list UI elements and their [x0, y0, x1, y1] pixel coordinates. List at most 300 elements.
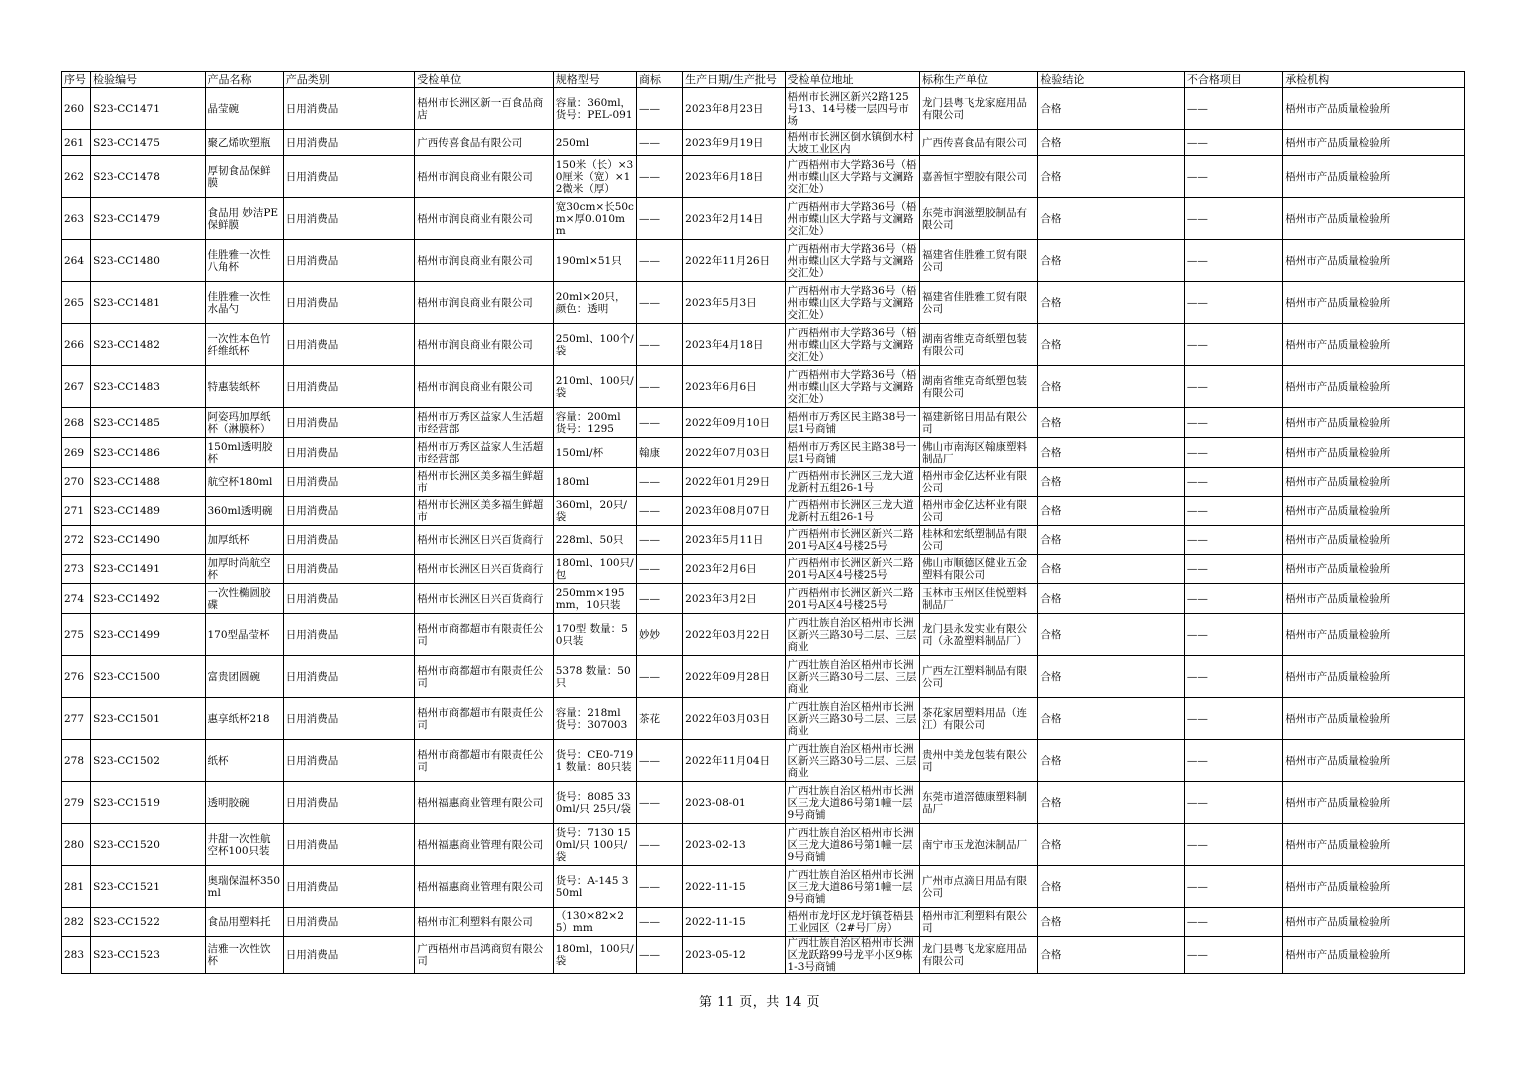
cell-seq: 262 [62, 156, 91, 198]
cell-inspected-unit-address: 广西梧州市大学路36号（梧州市蝶山区大学路与文澜路交汇处） [785, 240, 919, 282]
cell-inspection-agency: 梧州市产品质量检验所 [1283, 156, 1465, 198]
cell-inspection-conclusion: 合格 [1038, 324, 1185, 366]
cell-product-category: 日用消费品 [283, 438, 414, 468]
cell-spec-model: 180ml [553, 468, 636, 497]
cell-product-category: 日用消费品 [283, 782, 414, 824]
table-row [62, 908, 1465, 937]
cell-inspection-no: S23-CC1488 [91, 468, 205, 497]
cell-seq: 274 [62, 584, 91, 614]
cell-inspection-conclusion: 合格 [1038, 555, 1185, 584]
cell-inspected-unit: 梧州市长洲区新一百食品商店 [415, 88, 553, 130]
table-row [62, 824, 1465, 866]
cell-product-category: 日用消费品 [283, 908, 414, 937]
cell-inspection-no: S23-CC1479 [91, 198, 205, 240]
cell-trademark: —— [636, 408, 682, 438]
cell-nonconforming-items: —— [1184, 130, 1282, 156]
cell-production-date: 2023年08月07日 [683, 497, 785, 526]
cell-seq: 278 [62, 740, 91, 782]
cell-nonconforming-items: —— [1184, 497, 1282, 526]
cell-inspection-no: S23-CC1485 [91, 408, 205, 438]
cell-trademark: —— [636, 468, 682, 497]
cell-inspection-agency: 梧州市产品质量检验所 [1283, 408, 1465, 438]
cell-product-category: 日用消费品 [283, 866, 414, 908]
header-nominal-manufacturer: 标称生产单位 [919, 72, 1037, 88]
cell-inspection-agency: 梧州市产品质量检验所 [1283, 698, 1465, 740]
table-row [62, 526, 1465, 555]
cell-product-category: 日用消费品 [283, 324, 414, 366]
cell-inspection-no: S23-CC1475 [91, 130, 205, 156]
cell-product-category: 日用消费品 [283, 526, 414, 555]
cell-inspection-agency: 梧州市产品质量检验所 [1283, 130, 1465, 156]
cell-nominal-manufacturer: 广州市点滴日用品有限公司 [919, 866, 1037, 908]
cell-production-date: 2022年09月28日 [683, 656, 785, 698]
cell-inspection-agency: 梧州市产品质量检验所 [1283, 740, 1465, 782]
cell-nonconforming-items: —— [1184, 555, 1282, 584]
cell-nominal-manufacturer: 佛山市南海区翰康塑料制品厂 [919, 438, 1037, 468]
cell-inspection-conclusion: 合格 [1038, 88, 1185, 130]
cell-inspected-unit: 梧州市润良商业有限公司 [415, 366, 553, 408]
cell-seq: 281 [62, 866, 91, 908]
cell-production-date: 2023年4月18日 [683, 324, 785, 366]
cell-trademark: —— [636, 740, 682, 782]
cell-product-name: 惠享纸杯218 [205, 698, 283, 740]
cell-product-category: 日用消费品 [283, 497, 414, 526]
cell-inspection-conclusion: 合格 [1038, 156, 1185, 198]
table-row [62, 240, 1465, 282]
cell-seq: 280 [62, 824, 91, 866]
header-inspection-conclusion: 检验结论 [1038, 72, 1185, 88]
cell-inspected-unit-address: 广西梧州市大学路36号（梧州市蝶山区大学路与文澜路交汇处） [785, 366, 919, 408]
cell-production-date: 2023-05-12 [683, 937, 785, 974]
cell-nominal-manufacturer: 东莞市道滘德康塑料制品厂 [919, 782, 1037, 824]
cell-seq: 261 [62, 130, 91, 156]
cell-nonconforming-items: —— [1184, 324, 1282, 366]
cell-inspection-conclusion: 合格 [1038, 282, 1185, 324]
cell-product-name: 加厚时尚航空杯 [205, 555, 283, 584]
cell-inspected-unit: 梧州市商都超市有限责任公司 [415, 740, 553, 782]
cell-spec-model: （130×82×25）mm [553, 908, 636, 937]
table-row [62, 497, 1465, 526]
cell-inspection-agency: 梧州市产品质量检验所 [1283, 438, 1465, 468]
cell-trademark: —— [636, 866, 682, 908]
cell-spec-model: 150ml/杯 [553, 438, 636, 468]
cell-seq: 266 [62, 324, 91, 366]
cell-inspection-conclusion: 合格 [1038, 614, 1185, 656]
cell-spec-model: 250ml [553, 130, 636, 156]
header-product-name: 产品名称 [205, 72, 283, 88]
header-inspected-unit-address: 受检单位地址 [785, 72, 919, 88]
cell-spec-model: 170型 数量：50只装 [553, 614, 636, 656]
cell-inspection-no: S23-CC1478 [91, 156, 205, 198]
cell-product-category: 日用消费品 [283, 740, 414, 782]
cell-inspection-conclusion: 合格 [1038, 908, 1185, 937]
cell-nominal-manufacturer: 佛山市顺德区健业五金塑料有限公司 [919, 555, 1037, 584]
table-row [62, 782, 1465, 824]
cell-inspected-unit-address: 广西壮族自治区梧州市长洲区新兴三路30号二层、三层商业 [785, 614, 919, 656]
cell-product-name: 一次性本色竹纤维纸杯 [205, 324, 283, 366]
cell-inspection-no: S23-CC1481 [91, 282, 205, 324]
cell-inspection-no: S23-CC1471 [91, 88, 205, 130]
cell-trademark: —— [636, 324, 682, 366]
cell-inspection-conclusion: 合格 [1038, 584, 1185, 614]
cell-product-category: 日用消费品 [283, 408, 414, 438]
cell-nominal-manufacturer: 东莞市润滋塑胶制品有限公司 [919, 198, 1037, 240]
cell-nonconforming-items: —— [1184, 698, 1282, 740]
cell-inspected-unit: 梧州市商都超市有限责任公司 [415, 698, 553, 740]
cell-inspection-conclusion: 合格 [1038, 866, 1185, 908]
cell-nominal-manufacturer: 玉林市玉州区佳悦塑料制品厂 [919, 584, 1037, 614]
header-product-category: 产品类别 [283, 72, 414, 88]
cell-spec-model: 货号：7130 150ml/只 100只/袋 [553, 824, 636, 866]
cell-production-date: 2022年07月03日 [683, 438, 785, 468]
header-seq: 序号 [62, 72, 91, 88]
cell-trademark: —— [636, 240, 682, 282]
cell-inspection-conclusion: 合格 [1038, 130, 1185, 156]
cell-inspected-unit-address: 广西梧州市长洲区三龙大道龙新村五组26-1号 [785, 497, 919, 526]
cell-seq: 264 [62, 240, 91, 282]
cell-inspection-no: S23-CC1520 [91, 824, 205, 866]
header-inspected-unit: 受检单位 [415, 72, 553, 88]
cell-trademark: —— [636, 156, 682, 198]
table-header-row [62, 72, 1465, 88]
cell-inspected-unit-address: 广西梧州市大学路36号（梧州市蝶山区大学路与文澜路交汇处） [785, 282, 919, 324]
cell-production-date: 2023年2月6日 [683, 555, 785, 584]
cell-nominal-manufacturer: 广西左江塑料制品有限公司 [919, 656, 1037, 698]
cell-inspection-no: S23-CC1501 [91, 698, 205, 740]
cell-inspection-agency: 梧州市产品质量检验所 [1283, 824, 1465, 866]
cell-inspected-unit-address: 广西壮族自治区梧州市长洲区三龙大道86号第1幢一层9号商铺 [785, 866, 919, 908]
cell-spec-model: 150米（长）×30厘米（宽）×12微米（厚） [553, 156, 636, 198]
cell-inspected-unit-address: 梧州市龙圩区龙圩镇苍梧县工业园区（2#号厂房） [785, 908, 919, 937]
cell-nonconforming-items: —— [1184, 740, 1282, 782]
cell-nonconforming-items: —— [1184, 88, 1282, 130]
cell-spec-model: 容量：360ml，货号：PEL-091 [553, 88, 636, 130]
cell-inspection-agency: 梧州市产品质量检验所 [1283, 866, 1465, 908]
cell-spec-model: 容量：218ml 货号：307003 [553, 698, 636, 740]
cell-inspected-unit-address: 梧州市万秀区民主路38号一层1号商铺 [785, 408, 919, 438]
cell-spec-model: 210ml、100只/袋 [553, 366, 636, 408]
cell-product-category: 日用消费品 [283, 555, 414, 584]
table-row [62, 614, 1465, 656]
cell-inspection-no: S23-CC1490 [91, 526, 205, 555]
header-inspection-no: 检验编号 [91, 72, 205, 88]
cell-nominal-manufacturer: 梧州市金亿达杯业有限公司 [919, 497, 1037, 526]
cell-inspection-no: S23-CC1502 [91, 740, 205, 782]
cell-inspection-agency: 梧州市产品质量检验所 [1283, 584, 1465, 614]
cell-seq: 265 [62, 282, 91, 324]
table-row [62, 740, 1465, 782]
cell-nominal-manufacturer: 福建省佳胜雅工贸有限公司 [919, 282, 1037, 324]
cell-product-name: 佳胜雅一次性水晶勺 [205, 282, 283, 324]
cell-inspection-conclusion: 合格 [1038, 366, 1185, 408]
cell-inspection-agency: 梧州市产品质量检验所 [1283, 908, 1465, 937]
cell-trademark: 妙妙 [636, 614, 682, 656]
cell-inspected-unit: 梧州市长洲区日兴百货商行 [415, 555, 553, 584]
table-row [62, 698, 1465, 740]
cell-spec-model: 228ml、50只 [553, 526, 636, 555]
cell-nonconforming-items: —— [1184, 614, 1282, 656]
cell-trademark: —— [636, 130, 682, 156]
cell-nonconforming-items: —— [1184, 908, 1282, 937]
cell-nominal-manufacturer: 广西传喜食品有限公司 [919, 130, 1037, 156]
cell-production-date: 2022年03月03日 [683, 698, 785, 740]
table-row [62, 198, 1465, 240]
cell-inspected-unit-address: 广西壮族自治区梧州市长洲区新兴三路30号二层、三层商业 [785, 656, 919, 698]
cell-inspection-agency: 梧州市产品质量检验所 [1283, 282, 1465, 324]
cell-inspection-conclusion: 合格 [1038, 824, 1185, 866]
cell-product-name: 食品用塑料托 [205, 908, 283, 937]
table-row [62, 282, 1465, 324]
cell-product-name: 井甜一次性航空杯100只装 [205, 824, 283, 866]
cell-nonconforming-items: —— [1184, 824, 1282, 866]
cell-seq: 260 [62, 88, 91, 130]
header-production-date: 生产日期/生产批号 [683, 72, 785, 88]
cell-inspected-unit-address: 广西壮族自治区梧州市长洲区新兴三路30号二层、三层商业 [785, 698, 919, 740]
cell-production-date: 2023年5月11日 [683, 526, 785, 555]
cell-seq: 270 [62, 468, 91, 497]
cell-inspection-no: S23-CC1482 [91, 324, 205, 366]
table-row [62, 937, 1465, 974]
cell-product-category: 日用消费品 [283, 130, 414, 156]
cell-inspection-no: S23-CC1491 [91, 555, 205, 584]
cell-nominal-manufacturer: 茶花家居塑料用品（连江）有限公司 [919, 698, 1037, 740]
cell-product-name: 透明胶碗 [205, 782, 283, 824]
cell-seq: 271 [62, 497, 91, 526]
cell-inspected-unit: 梧州市长洲区日兴百货商行 [415, 526, 553, 555]
cell-trademark: —— [636, 198, 682, 240]
cell-product-category: 日用消费品 [283, 240, 414, 282]
cell-nominal-manufacturer: 湖南省维克奇纸塑包装有限公司 [919, 324, 1037, 366]
cell-nominal-manufacturer: 福建新铭日用品有限公司 [919, 408, 1037, 438]
cell-product-category: 日用消费品 [283, 156, 414, 198]
cell-product-category: 日用消费品 [283, 88, 414, 130]
cell-trademark: —— [636, 497, 682, 526]
cell-spec-model: 190ml×51只 [553, 240, 636, 282]
cell-inspection-agency: 梧州市产品质量检验所 [1283, 324, 1465, 366]
cell-inspected-unit-address: 梧州市长洲区倒水镇倒水村大坡工业区内 [785, 130, 919, 156]
cell-production-date: 2022年11月04日 [683, 740, 785, 782]
cell-inspected-unit-address: 广西梧州市长洲区新兴二路201号A区4号楼25号 [785, 584, 919, 614]
table-row [62, 130, 1465, 156]
cell-inspected-unit-address: 广西壮族自治区梧州市长洲区三龙大道86号第1幢一层9号商铺 [785, 824, 919, 866]
cell-inspection-no: S23-CC1492 [91, 584, 205, 614]
cell-inspection-no: S23-CC1523 [91, 937, 205, 974]
cell-inspection-agency: 梧州市产品质量检验所 [1283, 198, 1465, 240]
cell-trademark: —— [636, 88, 682, 130]
cell-production-date: 2023年6月18日 [683, 156, 785, 198]
cell-nonconforming-items: —— [1184, 526, 1282, 555]
cell-production-date: 2022年11月26日 [683, 240, 785, 282]
cell-inspection-agency: 梧州市产品质量检验所 [1283, 497, 1465, 526]
cell-spec-model: 宽30cm×长50cm×厚0.010mm [553, 198, 636, 240]
cell-inspection-no: S23-CC1521 [91, 866, 205, 908]
cell-product-name: 特惠装纸杯 [205, 366, 283, 408]
cell-inspected-unit: 梧州福惠商业管理有限公司 [415, 824, 553, 866]
cell-inspected-unit: 梧州市润良商业有限公司 [415, 282, 553, 324]
cell-inspection-no: S23-CC1499 [91, 614, 205, 656]
cell-seq: 263 [62, 198, 91, 240]
table-row [62, 324, 1465, 366]
cell-nonconforming-items: —— [1184, 866, 1282, 908]
cell-inspection-conclusion: 合格 [1038, 782, 1185, 824]
cell-inspected-unit-address: 广西壮族自治区梧州市长洲区三龙大道86号第1幢一层9号商铺 [785, 782, 919, 824]
cell-trademark: —— [636, 584, 682, 614]
cell-inspected-unit: 梧州市长洲区美多福生鲜超市 [415, 468, 553, 497]
cell-product-category: 日用消费品 [283, 614, 414, 656]
cell-spec-model: 容量：200ml 货号：1295 [553, 408, 636, 438]
table-row [62, 366, 1465, 408]
cell-inspection-no: S23-CC1489 [91, 497, 205, 526]
cell-spec-model: 20ml×20只，颜色：透明 [553, 282, 636, 324]
cell-product-name: 聚乙烯吹塑瓶 [205, 130, 283, 156]
cell-seq: 276 [62, 656, 91, 698]
table-row [62, 468, 1465, 497]
cell-product-name: 150ml透明胶杯 [205, 438, 283, 468]
cell-production-date: 2023年8月23日 [683, 88, 785, 130]
cell-inspected-unit: 梧州福惠商业管理有限公司 [415, 866, 553, 908]
cell-inspection-agency: 梧州市产品质量检验所 [1283, 366, 1465, 408]
table-row [62, 88, 1465, 130]
cell-inspected-unit-address: 广西梧州市大学路36号（梧州市蝶山区大学路与文澜路交汇处） [785, 324, 919, 366]
cell-inspected-unit: 梧州市汇利塑料有限公司 [415, 908, 553, 937]
cell-nonconforming-items: —— [1184, 584, 1282, 614]
cell-inspected-unit: 梧州市润良商业有限公司 [415, 324, 553, 366]
table-row [62, 866, 1465, 908]
cell-inspection-agency: 梧州市产品质量检验所 [1283, 555, 1465, 584]
cell-nominal-manufacturer: 南宁市玉龙泡沫制品厂 [919, 824, 1037, 866]
cell-nonconforming-items: —— [1184, 282, 1282, 324]
cell-inspected-unit: 梧州市万秀区益家人生活超市经营部 [415, 408, 553, 438]
cell-inspection-agency: 梧州市产品质量检验所 [1283, 468, 1465, 497]
cell-inspection-no: S23-CC1480 [91, 240, 205, 282]
cell-inspection-conclusion: 合格 [1038, 240, 1185, 282]
cell-inspection-agency: 梧州市产品质量检验所 [1283, 782, 1465, 824]
cell-nominal-manufacturer: 龙门县粤飞龙家庭用品有限公司 [919, 88, 1037, 130]
cell-seq: 277 [62, 698, 91, 740]
cell-product-category: 日用消费品 [283, 656, 414, 698]
cell-nominal-manufacturer: 嘉善恒宇塑胶有限公司 [919, 156, 1037, 198]
table-body [62, 88, 1465, 974]
cell-trademark: —— [636, 782, 682, 824]
cell-inspected-unit-address: 广西梧州市长洲区新兴二路201号A区4号楼25号 [785, 555, 919, 584]
cell-product-category: 日用消费品 [283, 366, 414, 408]
table-row [62, 408, 1465, 438]
cell-nonconforming-items: —— [1184, 366, 1282, 408]
cell-nominal-manufacturer: 龙门县粤飞龙家庭用品有限公司 [919, 937, 1037, 974]
cell-inspection-agency: 梧州市产品质量检验所 [1283, 937, 1465, 974]
cell-nominal-manufacturer: 福建省佳胜雅工贸有限公司 [919, 240, 1037, 282]
cell-inspected-unit-address: 广西梧州市大学路36号（梧州市蝶山区大学路与文澜路交汇处） [785, 198, 919, 240]
cell-production-date: 2023年5月3日 [683, 282, 785, 324]
cell-nominal-manufacturer: 湖南省维克奇纸塑包装有限公司 [919, 366, 1037, 408]
cell-inspected-unit: 梧州市商都超市有限责任公司 [415, 614, 553, 656]
cell-product-name: 航空杯180ml [205, 468, 283, 497]
cell-inspected-unit-address: 梧州市长洲区新兴2路125号13、14号楼一层四号市场 [785, 88, 919, 130]
cell-inspection-agency: 梧州市产品质量检验所 [1283, 656, 1465, 698]
cell-nonconforming-items: —— [1184, 468, 1282, 497]
cell-nominal-manufacturer: 桂林和宏纸塑制品有限公司 [919, 526, 1037, 555]
cell-product-name: 佳胜雅一次性八角杯 [205, 240, 283, 282]
cell-product-name: 纸杯 [205, 740, 283, 782]
cell-nonconforming-items: —— [1184, 438, 1282, 468]
cell-product-name: 170型晶莹杯 [205, 614, 283, 656]
cell-seq: 267 [62, 366, 91, 408]
cell-trademark: —— [636, 656, 682, 698]
page-indicator: 第 11 页，共 14 页 [698, 995, 821, 1010]
cell-trademark: —— [636, 282, 682, 324]
cell-production-date: 2022年03月22日 [683, 614, 785, 656]
cell-trademark: 茶花 [636, 698, 682, 740]
cell-trademark: —— [636, 908, 682, 937]
cell-inspection-conclusion: 合格 [1038, 468, 1185, 497]
cell-nominal-manufacturer: 龙门县永发实业有限公司（永盈塑料制品厂） [919, 614, 1037, 656]
cell-inspected-unit: 梧州福惠商业管理有限公司 [415, 782, 553, 824]
cell-spec-model: 250ml、100个/袋 [553, 324, 636, 366]
cell-product-name: 洁雅一次性饮杯 [205, 937, 283, 974]
cell-inspected-unit-address: 广西梧州市长洲区新兴二路201号A区4号楼25号 [785, 526, 919, 555]
cell-seq: 275 [62, 614, 91, 656]
cell-product-category: 日用消费品 [283, 698, 414, 740]
table-row [62, 438, 1465, 468]
cell-nonconforming-items: —— [1184, 240, 1282, 282]
cell-seq: 272 [62, 526, 91, 555]
cell-product-name: 厚韧食品保鲜膜 [205, 156, 283, 198]
cell-inspection-no: S23-CC1522 [91, 908, 205, 937]
cell-nonconforming-items: —— [1184, 408, 1282, 438]
cell-product-name: 加厚纸杯 [205, 526, 283, 555]
cell-inspected-unit-address: 广西壮族自治区梧州市长洲区新兴三路30号二层、三层商业 [785, 740, 919, 782]
cell-production-date: 2023-08-01 [683, 782, 785, 824]
cell-trademark: —— [636, 937, 682, 974]
table-row [62, 656, 1465, 698]
cell-inspected-unit: 梧州市长洲区日兴百货商行 [415, 584, 553, 614]
cell-production-date: 2023年6月6日 [683, 366, 785, 408]
cell-production-date: 2023年2月14日 [683, 198, 785, 240]
cell-seq: 279 [62, 782, 91, 824]
cell-seq: 283 [62, 937, 91, 974]
cell-product-name: 奥瑞保温杯350ml [205, 866, 283, 908]
cell-inspection-conclusion: 合格 [1038, 656, 1185, 698]
cell-inspection-conclusion: 合格 [1038, 198, 1185, 240]
cell-inspection-conclusion: 合格 [1038, 698, 1185, 740]
cell-product-name: 360ml透明碗 [205, 497, 283, 526]
cell-inspection-no: S23-CC1500 [91, 656, 205, 698]
cell-trademark: —— [636, 526, 682, 555]
cell-spec-model: 360ml，20只/袋 [553, 497, 636, 526]
cell-nonconforming-items: —— [1184, 198, 1282, 240]
cell-spec-model: 180ml、100只/包 [553, 555, 636, 584]
cell-inspection-conclusion: 合格 [1038, 408, 1185, 438]
inspection-results-table [61, 71, 1465, 974]
cell-product-category: 日用消费品 [283, 282, 414, 324]
cell-product-category: 日用消费品 [283, 468, 414, 497]
cell-spec-model: 180ml，100只/袋 [553, 937, 636, 974]
cell-product-category: 日用消费品 [283, 198, 414, 240]
cell-production-date: 2023-02-13 [683, 824, 785, 866]
header-nonconforming-items: 不合格项目 [1184, 72, 1282, 88]
cell-inspection-conclusion: 合格 [1038, 497, 1185, 526]
cell-spec-model: 货号：CE0-7191 数量：80只装 [553, 740, 636, 782]
cell-trademark: —— [636, 555, 682, 584]
cell-nominal-manufacturer: 梧州市金亿达杯业有限公司 [919, 468, 1037, 497]
cell-production-date: 2022年01月29日 [683, 468, 785, 497]
cell-inspection-agency: 梧州市产品质量检验所 [1283, 526, 1465, 555]
cell-inspection-conclusion: 合格 [1038, 937, 1185, 974]
cell-inspected-unit-address: 广西壮族自治区梧州市长洲区龙跃路99号龙平小区9栋1-3号商铺 [785, 937, 919, 974]
cell-inspection-conclusion: 合格 [1038, 740, 1185, 782]
cell-nonconforming-items: —— [1184, 937, 1282, 974]
cell-product-name: 阿姿玛加厚纸杯（淋膜杯） [205, 408, 283, 438]
